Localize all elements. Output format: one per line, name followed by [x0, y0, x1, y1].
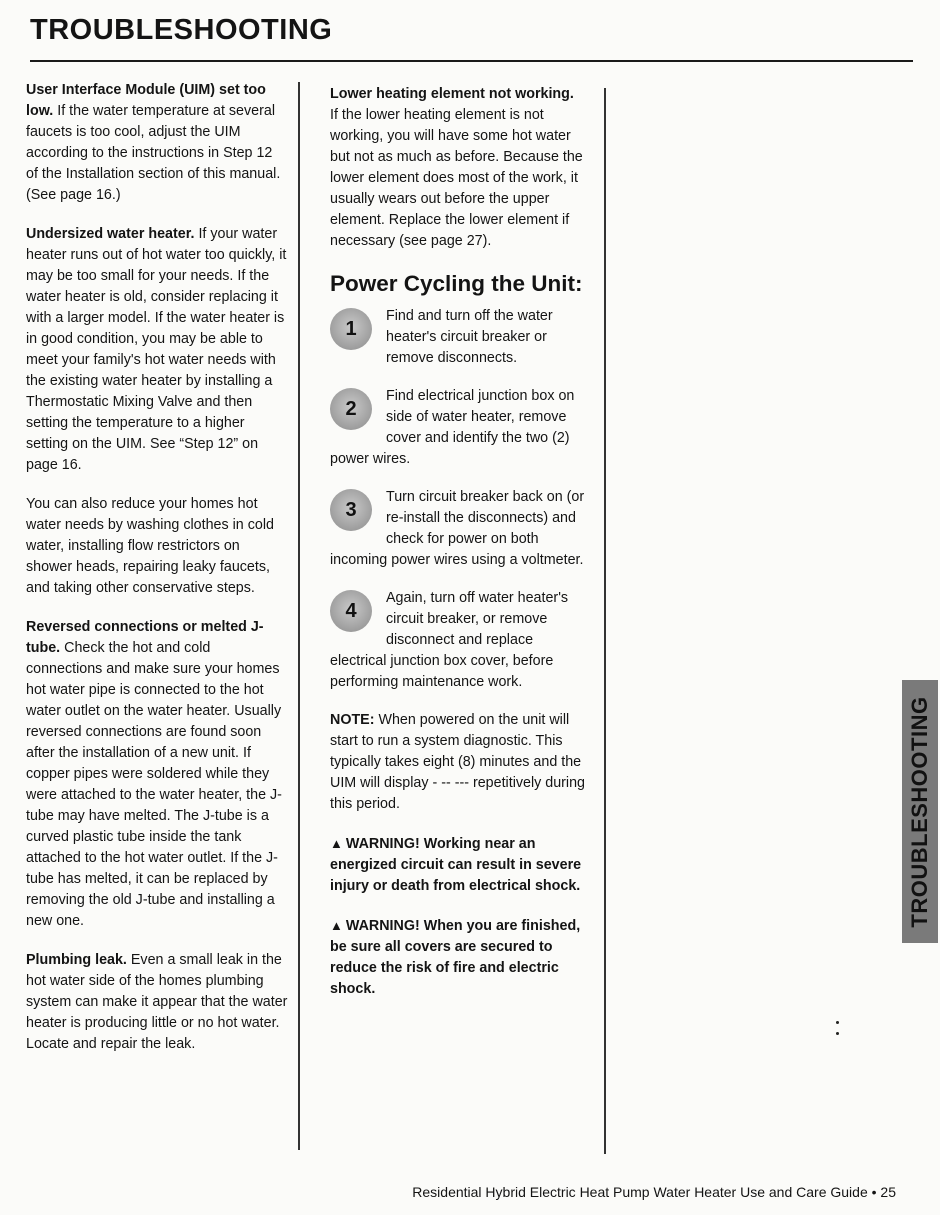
warning-text: WARNING! Working near an energized circuit can result in severe injury or death from electrical shock.: [330, 836, 582, 894]
undersized-heading: Undersized water heater.: [26, 226, 195, 242]
footer-guide-title: Residential Hybrid Electric Heat Pump Water Heater Use and Care Guide: [412, 1184, 868, 1200]
step-text: Find and turn off the water heater's circuit breaker or remove disconnects.: [386, 308, 553, 366]
reversed-heading: Reversed connections or melted J-tube.: [26, 619, 264, 656]
step-2: [330, 386, 592, 470]
uim-body: If the water temperature at several faucets is too cool, adjust the UIM according to the instructions in Step 12 of the Installation section of this manual. (See page 16.): [26, 103, 281, 203]
lower-element-heading: Lower heating element not working.: [330, 86, 574, 102]
warning-text: WARNING! When you are finished, be sure all covers are secured to reduce the risk of fire and electric shock.: [330, 918, 581, 997]
page-footer: [412, 1184, 896, 1200]
lower-element-body: If the lower heating element is not working, you will have some hot water but not as much as before. Because the lower element does most of the work, it usually wears out before the upper element. Replace the lower element if necessary (see page 27).: [330, 107, 583, 249]
reversed-body: Check the hot and cold connections and make sure your homes hot water pipe is connected to the hot water outlet on the water heater. Usually reversed connections are found soon after the installation of a new unit. If copper pipes were soldered while they were attached to the water heater, the J-tube may have melted. The J-tube is a curved plastic tube inside the tank attached to the hot water outlet. If the J-tube has melted, it can be replaced by removing the old J-tube and installing a new one.: [26, 640, 282, 929]
leak-body: Even a small leak in the hot water side of the homes plumbing system can make it appear that the water heater is producing little or no hot water. Locate and repair the leak.: [26, 952, 288, 1052]
step-number-badge: 2: [330, 388, 372, 430]
step-text: Again, turn off water heater's circuit breaker, or remove disconnect and replace electrical junction box cover, before performing maintenance work.: [330, 590, 569, 690]
reversed-paragraph: [26, 617, 288, 932]
leak-paragraph: [26, 950, 288, 1055]
undersized-body: If your water heater runs out of hot water too quickly, it may be too small for your needs. If the water heater is old, consider replacing it with a larger model. If the water heater is in good condition, you may be able to meet your family's hot water needs with the existing water heater by installing a Thermostatic Mixing Valve and then setting the temperature to a higher setting on the UIM. See “Step 12” on page 16.: [26, 226, 287, 473]
step-text: Turn circuit breaker back on (or re-install the disconnects) and check for power on both incoming power wires using a voltmeter.: [330, 489, 585, 568]
warning-electrical: [330, 833, 592, 897]
reduce-needs-body: You can also reduce your homes hot water needs by washing clothes in cold water, installing flow restrictors on shower heads, repairing leaky faucets, and taking other conservative steps.: [26, 496, 274, 596]
left-column: [26, 80, 288, 1073]
side-tab-label: TROUBLESHOOTING: [907, 695, 932, 928]
column-divider-right: [604, 88, 606, 1154]
step-1: [330, 306, 592, 369]
uim-paragraph: [26, 80, 288, 206]
footer-separator: •: [871, 1184, 877, 1200]
step-number-badge: 3: [330, 489, 372, 531]
scan-dot: [836, 1032, 839, 1035]
power-cycling-title: Power Cycling the Unit:: [330, 271, 583, 296]
warning-triangle-icon: ▲: [330, 836, 343, 851]
column-divider-left: [298, 82, 300, 1150]
warning-triangle-icon: ▲: [330, 918, 343, 933]
scan-dot: [836, 1021, 839, 1024]
reduce-needs-paragraph: [26, 494, 288, 599]
step-number-badge: 1: [330, 308, 372, 350]
header-rule: [30, 60, 913, 62]
note-body: When powered on the unit will start to run a system diagnostic. This typically takes eight (8) minutes and the UIM will display - -- --- repetitively during this period.: [330, 712, 586, 812]
warning-covers: [330, 915, 592, 1000]
page-number: 25: [880, 1184, 896, 1200]
undersized-paragraph: [26, 224, 288, 476]
lower-element-paragraph: [330, 84, 592, 252]
step-text: Find electrical junction box on side of water heater, remove cover and identify the two (2) power wires.: [330, 388, 575, 467]
section-side-tab: [902, 680, 938, 943]
step-4: [330, 588, 592, 693]
step-number-badge: 4: [330, 590, 372, 632]
uim-heading: User Interface Module (UIM) set too low.: [26, 82, 266, 119]
note-label: NOTE:: [330, 712, 375, 728]
page-title: TROUBLESHOOTING: [30, 14, 333, 46]
middle-column: [330, 84, 592, 1018]
step-3: [330, 487, 592, 571]
note-paragraph: [330, 710, 592, 815]
leak-heading: Plumbing leak.: [26, 952, 127, 968]
